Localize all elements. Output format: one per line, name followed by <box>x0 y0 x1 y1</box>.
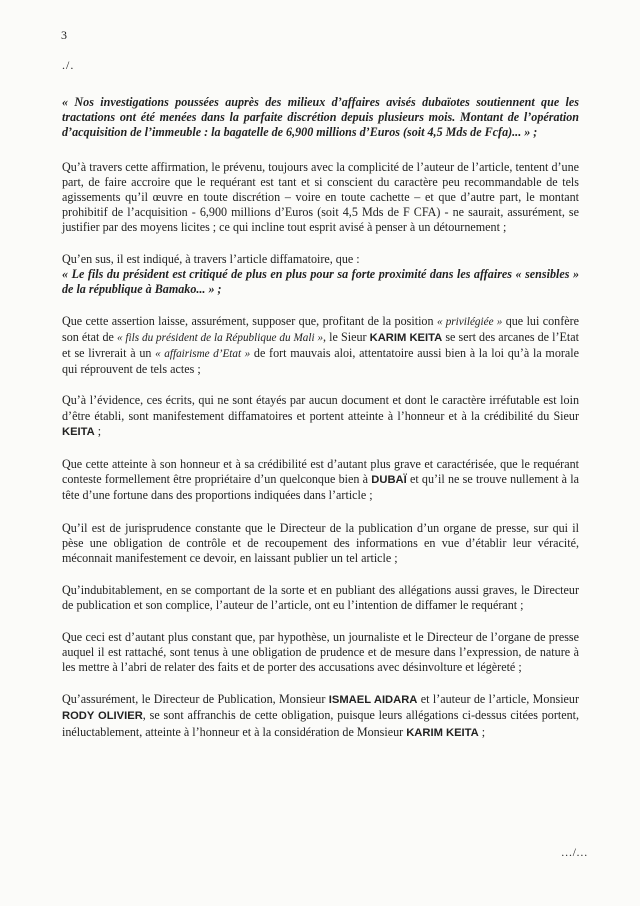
name-keita: KEITA <box>62 425 95 438</box>
paragraph-4 <box>62 314 579 378</box>
footer-continuation-mark: …/… <box>560 847 588 859</box>
paragraph-2: Qu’à travers cette affirmation, le prévenu, toujours avec la complicité de l’auteur de l’article, tentent d’une part, de faire accroire que le requérant est tant et si conscient du caractère peu recommandable de tels agissements qu’il œuvre en toute discrétion – voire en toute cachette – et que d’autre part, le montant prohibitif de l’acquisition - 6,900 millions d’Euros (soit 4,5 Mds de F CFA) - ne saurait, assurément, se justifier par des moyens licites ; ce qui incline tout esprit avisé à penser à un détournement ; <box>62 159 579 235</box>
paragraph-5-end: ; <box>94 423 102 438</box>
quoted-paragraph-3: « Le fils du président est critiqué de plus en plus pour sa forte proximité dans les affaires « sensibles » de la république à Bamako... » ; <box>62 266 579 297</box>
paragraph-4-term-b: « fils du président de la République du Mali » <box>116 331 324 344</box>
paragraph-9: Que ceci est d’autant plus constant que, par hypothèse, un journaliste et le Directeur de l’organe de presse auquel il est rattaché, sont tenus à une obligation de prudence et de mesure dans l’expression, de nature à les mettre à l’abri de relater des faits et de porter des accusations avec désinvolture et légèreté ; <box>62 629 579 675</box>
paragraph-4-text-a: Que cette assertion laisse, assurément, supposer que, profitant de la position <box>62 313 437 328</box>
paragraph-10-end: ; <box>478 724 486 739</box>
name-karim-keita: KARIM KEITA <box>369 331 443 344</box>
document-body <box>62 95 579 758</box>
paragraph-6-end: et qu’il ne se trouve nullement à la tête d’une fortune dans des proportions indiquées dans l’article ; <box>62 472 579 503</box>
paragraph-8: Qu’indubitablement, en se comportant de la sorte et en publiant des allégations aussi graves, le Directeur de publication et son complice, l’auteur de l’article, ont eu l’intention de diffamer le requérant ; <box>62 583 579 613</box>
name-ismael-aidara: ISMAEL AIDARA <box>328 694 418 707</box>
paragraph-5 <box>62 393 579 440</box>
paragraph-6 <box>62 457 579 504</box>
paragraph-10 <box>62 692 579 741</box>
name-dubai: DUBAÏ <box>371 474 407 487</box>
paragraph-4-text-e: de fort mauvais aloi, attentatoire aussi bien à la loi qu’à la morale qui réprouvent de tels actes ; <box>62 346 579 377</box>
paragraph-3-intro: Qu’en sus, il est indiqué, à travers l’article diffamatoire, que : <box>62 251 360 266</box>
continuation-mark: ./. <box>62 58 75 72</box>
name-karim-keita-final: KARIM KEITA <box>406 726 479 739</box>
paragraph-3 <box>62 252 579 298</box>
paragraph-4-term-c: « affairisme d’Etat » <box>155 348 251 361</box>
page-number: 3 <box>61 28 67 42</box>
paragraph-10-text-a: Qu’assurément, le Directeur de Publication, Monsieur <box>62 692 329 707</box>
paragraph-4-text-d: se sert des arcanes de l’Etat et se livrerait à un <box>62 329 579 361</box>
paragraph-4-text-c: , le Sieur <box>323 329 370 344</box>
quoted-paragraph-1: « Nos investigations poussées auprès des milieux d’affaires avisés dubaïotes soutiennent que les tractations ont été menées dans la parfaite discrétion depuis plusieurs mois. Montant de l’opération d’acquisition de l’immeuble : la bagatelle de 6,900 millions d’Euros (soit 4,5 Mds de Fcfa)... » ; <box>62 95 579 140</box>
paragraph-5-text: Qu’à l’évidence, ces écrits, qui ne sont étayés par aucun document et dont le caractère irréfutable est loin d’être établi, sont manifestement diffamatoires et portent atteinte à l’honneur et à la crédibilité du Sieur <box>62 393 579 423</box>
name-rody-olivier: RODY OLIVIER <box>62 710 143 723</box>
paragraph-10-text-b: et l’auteur de l’article, Monsieur <box>417 692 579 707</box>
paragraph-4-text-b: que lui confère son état de <box>62 313 579 344</box>
paragraph-7: Qu’il est de jurisprudence constante que le Directeur de la publication d’un organe de presse, sur qui il pèse une obligation de contrôle et de recoupement des informations en vue d’établir leur véracité, méconnait manifestement ce devoir, en laissant publier un tel article ; <box>62 520 579 566</box>
paragraph-6-text: Que cette atteinte à son honneur et à sa crédibilité est d’autant plus grave et caractérisée, que le requérant conteste formellement être propriétaire d’un quelconque bien à <box>62 457 579 487</box>
paragraph-4-term-a: « privilégiée » <box>436 315 503 328</box>
paragraph-10-text-c: , se sont affranchis de cette obligation, puisque leurs allégations ci-dessus citées portent, inéluctablement, atteinte à l’honneur et à la considération de Monsieur <box>62 708 580 739</box>
